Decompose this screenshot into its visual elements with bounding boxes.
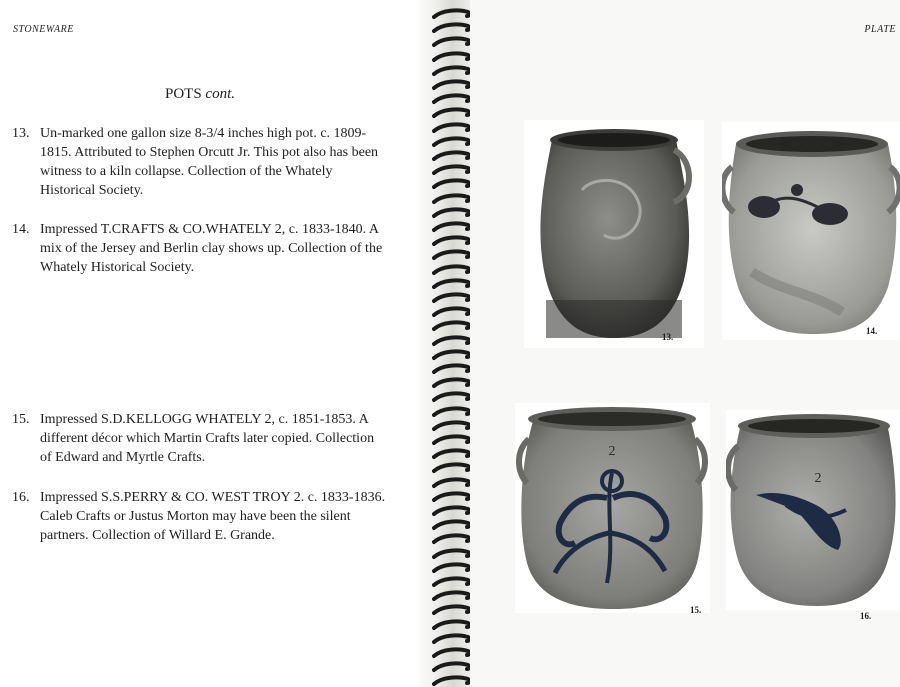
binding-coil (432, 164, 472, 176)
binding-coil (432, 391, 472, 403)
entry-text: Impressed S.S.PERRY & CO. WEST TROY 2. c. 1833-1836. Caleb Crafts or Justus Morton may have been the silent partners. Collection of Willard E. Grande. (40, 490, 386, 543)
svg-text:2: 2 (608, 444, 616, 459)
section-title (0, 86, 400, 103)
entry-text: Impressed T.CRAFTS & CO.WHATELY 2, c. 1833-1840. A mix of the Jersey and Berlin clay shows up. Collection of the Whately Historical Society. (40, 222, 383, 275)
binding-coil (432, 590, 472, 602)
binding-coil (432, 221, 472, 233)
binding-coil (432, 207, 472, 219)
photo-15 (515, 403, 710, 613)
entry-number: 13. (12, 126, 30, 141)
binding-coil (432, 406, 472, 418)
entry-number: 15. (12, 412, 30, 427)
binding-coil (432, 65, 472, 77)
binding-coil (432, 150, 472, 162)
binding-coil (432, 519, 472, 531)
binding-coil (432, 675, 472, 687)
entry-14 (12, 220, 387, 277)
left-page (0, 0, 430, 687)
binding-coil (432, 136, 472, 148)
entry-15 (12, 410, 387, 467)
binding-coil (432, 292, 472, 304)
binding-coil (432, 576, 472, 588)
entry-text: Un-marked one gallon size 8-3/4 inches high pot. c. 1809-1815. Attributed to Stephen Orcutt Jr. This pot also has been witness to a kiln collapse. Collection of the Whately Historical Society. (40, 126, 379, 198)
binding-coil (432, 107, 472, 119)
binding-coil (432, 122, 472, 134)
photo-caption-16: 16. (860, 611, 872, 621)
entry-number: 14. (12, 222, 30, 237)
stoneware-pot-leaf-icon (726, 410, 900, 610)
binding-coil (432, 278, 472, 290)
binding-coil (432, 264, 472, 276)
binding-coil (432, 491, 472, 503)
binding-coil (432, 79, 472, 91)
binding-coil (432, 320, 472, 332)
binding-coil (432, 647, 472, 659)
binding-coil (432, 335, 472, 347)
binding-coil (432, 363, 472, 375)
photo-caption-14: 14. (866, 326, 878, 336)
binding-coil (432, 193, 472, 205)
photo-caption-13: 13. (662, 332, 674, 342)
photo-13 (524, 120, 704, 348)
binding-coil (432, 22, 472, 34)
binding-coil (432, 448, 472, 460)
svg-text:2: 2 (814, 471, 822, 486)
stoneware-crock-foliate-icon (515, 403, 710, 613)
binding-coil (432, 420, 472, 432)
binding-coil (432, 377, 472, 389)
binding-coil (432, 235, 472, 247)
binding-coil (432, 604, 472, 616)
binding-coil (432, 661, 472, 673)
binding-coil (432, 178, 472, 190)
running-head-right: PLATE (864, 24, 896, 35)
binding-coil (432, 477, 472, 489)
binding-coil (432, 633, 472, 645)
binding-coil (432, 306, 472, 318)
entry-16 (12, 488, 387, 545)
stoneware-pot-plain-icon (524, 120, 704, 348)
entry-13 (12, 124, 387, 200)
entry-text: Impressed S.D.KELLOGG WHATELY 2, c. 1851-1853. A different décor which Martin Crafts later copied. Collection of Edward and Myrtle Crafts. (40, 412, 375, 465)
section-title-suffix: cont. (205, 86, 235, 102)
stoneware-pot-floral-icon (722, 122, 900, 340)
binding-coil (432, 51, 472, 63)
section-title-text: POTS (164, 86, 202, 102)
binding-coil (432, 93, 472, 105)
binding-coil (432, 462, 472, 474)
binding-coil (432, 434, 472, 446)
running-head-left: STONEWARE (13, 24, 74, 35)
binding-coil (432, 249, 472, 261)
binding-coil (432, 36, 472, 48)
binding-coil (432, 533, 472, 545)
binding-coil (432, 548, 472, 560)
photo-14 (722, 122, 900, 340)
entry-number: 16. (12, 490, 30, 505)
binding-coil (432, 505, 472, 517)
photo-16 (726, 410, 900, 610)
binding-coil (432, 562, 472, 574)
photo-caption-15: 15. (690, 605, 702, 615)
binding-coil (432, 619, 472, 631)
binding-coil (432, 8, 472, 20)
binding-coil (432, 349, 472, 361)
